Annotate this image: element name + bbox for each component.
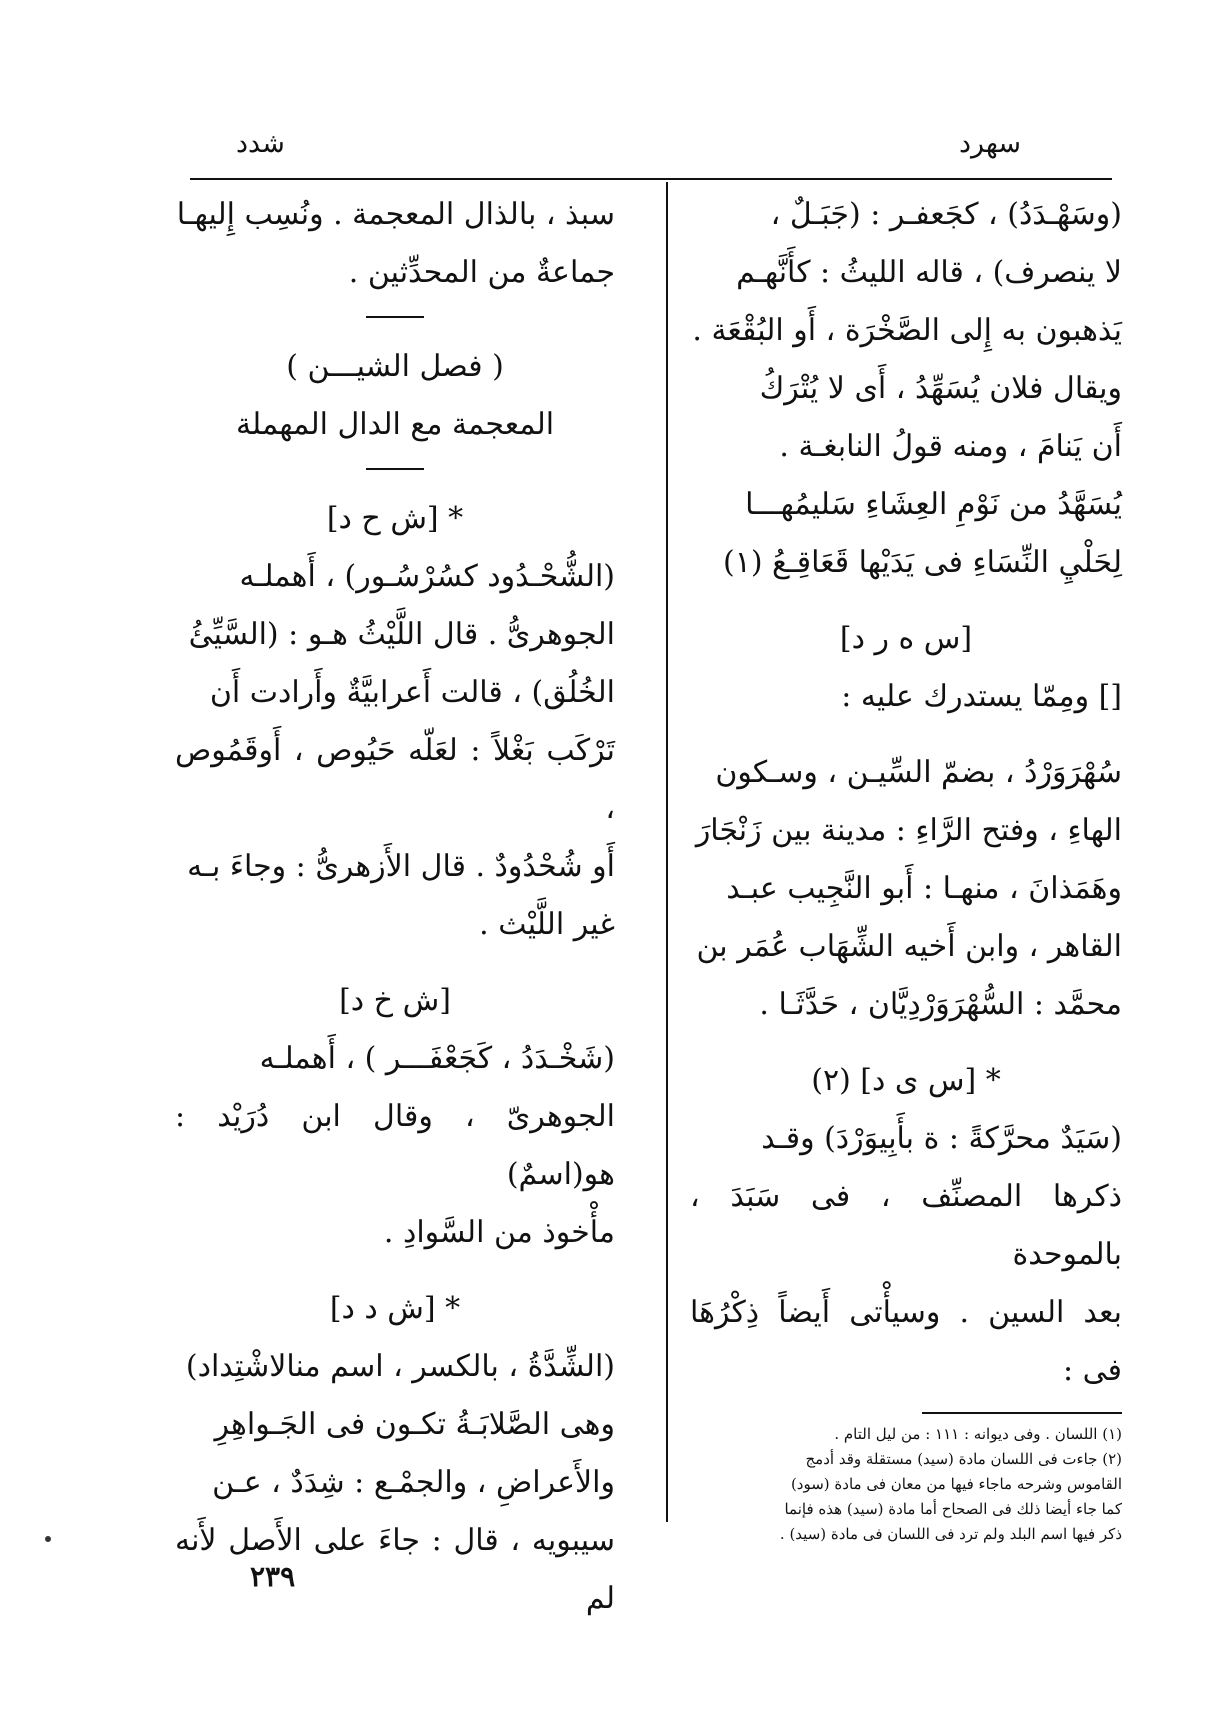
entry-heading: [ش خ د] bbox=[339, 983, 451, 1018]
verse-line: لِحَلْيِ النِّسَاءِ فى يَدَيْها قَعَاقِـعُ (١) bbox=[722, 545, 1122, 580]
text-line: لا ينصرف) ، قاله الليثُ : كأَنَّهـم bbox=[736, 255, 1122, 290]
text-line: غير اللَّيْث . bbox=[479, 907, 615, 942]
footnote: (١) اللسان . وفى ديوانه : ١١١ : من ليل التام . bbox=[834, 1425, 1122, 1443]
text-line: محمَّد : السُّهْرَوَرْدِيَّان ، حَدَّثَـا . bbox=[759, 987, 1122, 1022]
footnote: ذكر فيها اسم البلد ولم ترد فى اللسان فى مادة (سيد) . bbox=[779, 1525, 1122, 1543]
page-number: ٢٣٩ bbox=[250, 1560, 296, 1593]
text-line: (شَخْـدَدُ ، كَجَعْفَـــر ) ، أَهملـه bbox=[259, 1041, 615, 1076]
running-header-right: سهرد bbox=[959, 128, 1021, 159]
text-line: أَن يَنامَ ، ومنه قولُ النابغـة . bbox=[779, 429, 1122, 464]
section-rule bbox=[366, 316, 424, 318]
text-line: القاهر ، وابن أَخيه الشِّهَاب عُمَر بن bbox=[696, 929, 1122, 964]
margin-dot bbox=[45, 1536, 51, 1542]
text-line: (الشِّدَّةُ ، بالكسر ، اسم منالاشْتِداد) bbox=[185, 1349, 615, 1384]
section-subtitle: المعجمة مع الدال المهملة bbox=[235, 407, 555, 442]
text-line: سيبويه ، قال : جاءَ على الأَصل لأَنه لم bbox=[175, 1523, 615, 1616]
text-line: ويقال فلان يُسَهِّدُ ، أَى لا يُتْرَكُ bbox=[759, 371, 1122, 406]
text-line: سُهْرَوَرْدُ ، بضمّ السِّيـن ، وسـكون bbox=[715, 755, 1122, 790]
right-column bbox=[690, 186, 1122, 1547]
text-line: الجوهرىّ ، وقال ابن دُرَيْد : هو(اسمٌ) bbox=[175, 1099, 615, 1192]
text-line: (وسَهْـدَدُ) ، كجَعفـر : (جَبَـلٌ ، bbox=[770, 197, 1122, 232]
text-line: جماعةٌ من المحدِّثين . bbox=[348, 255, 615, 290]
running-header-left: شدد bbox=[236, 128, 285, 159]
text-line: (سَيَدٌ محرَّكةً : ة بأَبِيوَرْدَ) وقـد bbox=[761, 1121, 1122, 1156]
text-line: الهاءِ ، وفتح الرَّاءِ : مدينة بين زَنْجَارَ bbox=[695, 813, 1122, 848]
text-line: سبذ ، بالذال المعجمة . ونُسِب إِليهـا bbox=[176, 197, 615, 232]
footnote: القاموس وشرحه ماجاء فيها من معان فى مادة (سود) bbox=[790, 1475, 1122, 1493]
text-line: مأْخوذ من السَّوادِ . bbox=[383, 1215, 615, 1250]
text-line: الخُلُق) ، قالت أَعرابيَّةٌ وأَرادت أَن bbox=[209, 675, 615, 710]
text-line: والأَعراضِ ، والجمْـع : شِدَدٌ ، عـن bbox=[212, 1465, 615, 1500]
entry-heading: [س ه ر د] bbox=[839, 621, 973, 656]
text-line: وهَمَذانَ ، منهـا : أَبو النَّجِيب عبـد bbox=[726, 871, 1122, 906]
text-line: أَو شُحْدُودٌ . قال الأَزهرىُّ : وجاءَ بـه bbox=[187, 849, 615, 884]
text-line: يَذهبون به إِلى الصَّخْرَة ، أَو البُقْعَة . bbox=[692, 313, 1122, 348]
text-line: بعد السين . وسيأْتى أَيضاً ذِكْرُهَا فى : bbox=[690, 1295, 1122, 1388]
text-line: (الشُّحْـدُود كسُرْسُـور) ، أَهملـه bbox=[239, 559, 615, 594]
text-line: تَرْكَب بَغْلاً : لعَلّه حَيُوص ، أَوقَمُوص ، bbox=[175, 733, 615, 826]
verse-line: يُسَهَّدُ من نَوْمِ العِشَاءِ سَليمُهـــا bbox=[745, 487, 1122, 522]
column-divider bbox=[666, 182, 668, 1522]
footnote: (٢) جاءت فى اللسان مادة (سيد) مستقلة وقد أدمج bbox=[805, 1450, 1122, 1468]
section-title: ( فصل الشيـــن ) bbox=[286, 349, 504, 384]
text-line: الجوهرىُّ . قال اللَّيْثُ هـو : (السَّيِّئُ bbox=[188, 617, 615, 652]
text-line: ذكرها المصنِّف ، فى سَبَدَ ، بالموحدة bbox=[690, 1179, 1122, 1272]
header-rule bbox=[190, 178, 1112, 180]
left-column bbox=[175, 186, 615, 1628]
text-line: [] ومِمّا يستدرك عليه : bbox=[841, 679, 1122, 714]
footnote: كما جاء أيضا ذلك فى الصحاح أما مادة (سيد) هذه فإنما bbox=[784, 1500, 1122, 1518]
text-line: وهى الصَّلابَـةُ تكـون فى الجَـواهِرِ bbox=[214, 1407, 615, 1442]
footnote-rule bbox=[922, 1412, 1122, 1414]
entry-heading: * [ش د د] bbox=[329, 1291, 461, 1326]
entry-heading: * [س ى د] (٢) bbox=[811, 1063, 1001, 1098]
entry-heading: * [ش ح د] bbox=[326, 501, 464, 536]
section-rule bbox=[366, 468, 424, 470]
